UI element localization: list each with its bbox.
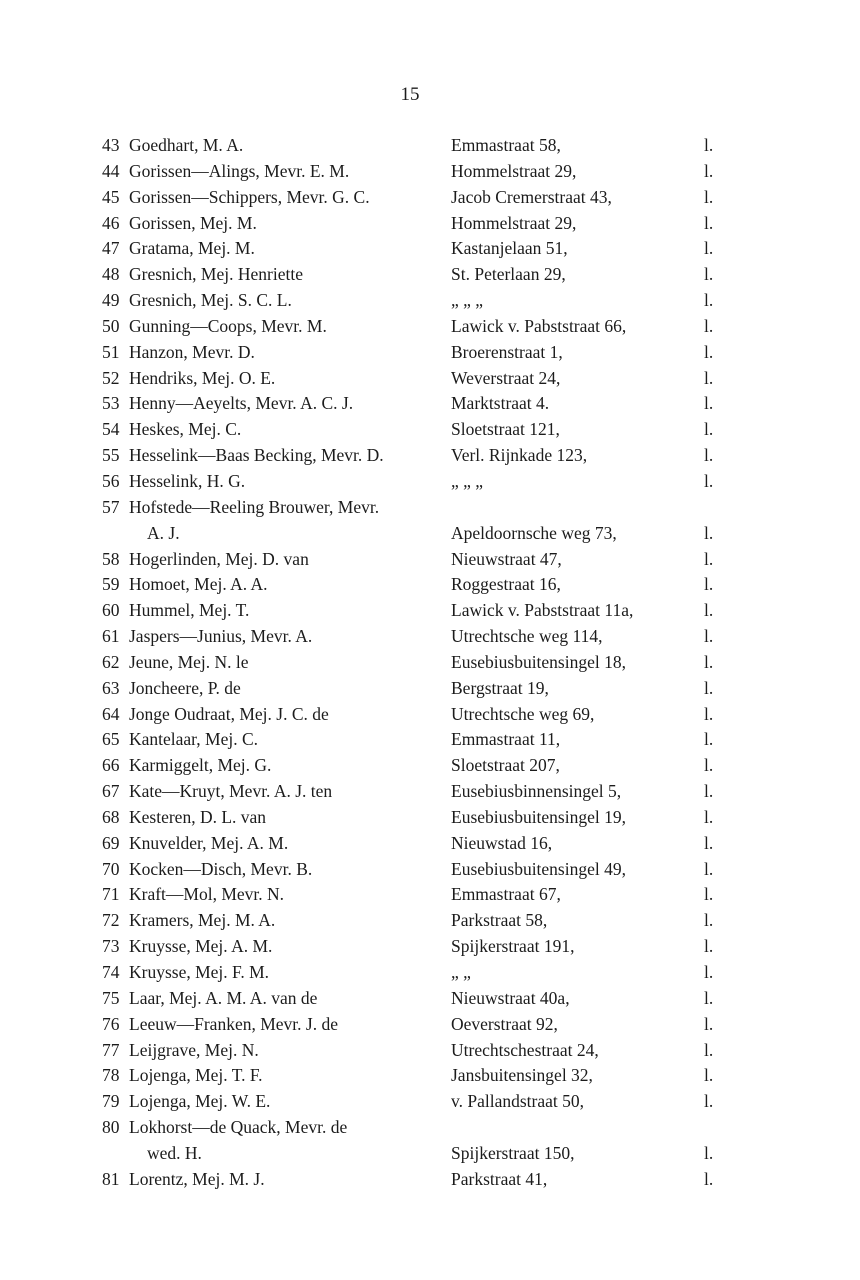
entry-name: Leeuw—Franken, Mevr. J. de — [129, 1013, 338, 1034]
entry-name: Gunning—Coops, Mevr. M. — [129, 315, 327, 336]
entry-name: Lojenga, Mej. W. E. — [129, 1091, 271, 1112]
entry-name: Jeune, Mej. N. le — [129, 651, 249, 672]
entry-address: Hommelstraat 29, — [451, 160, 577, 181]
entry-name: Kramers, Mej. M. A. — [129, 910, 276, 931]
list-item — [0, 624, 860, 650]
entry-name: Gorissen—Alings, Mevr. E. M. — [129, 160, 350, 181]
entry-number: 77 — [102, 1039, 120, 1060]
entry-number: 50 — [102, 315, 120, 336]
entry-number: 69 — [102, 832, 120, 853]
entry-address: „ „ — [451, 962, 471, 982]
list-item — [0, 779, 860, 805]
entry-address: Jacob Cremerstraat 43, — [451, 186, 612, 207]
entry-number: 52 — [102, 367, 120, 388]
entry-number: 45 — [102, 186, 120, 207]
entry-number: 49 — [102, 290, 120, 311]
list-item — [0, 908, 860, 934]
entry-address: Lawick v. Pabststraat 66, — [451, 315, 627, 336]
entry-address: Emmastraat 58, — [451, 135, 561, 155]
entry-number: 53 — [102, 393, 120, 414]
list-item — [0, 288, 860, 314]
list-item — [0, 1063, 860, 1089]
entry-name: Lokhorst—de Quack, Mevr. de — [129, 1117, 348, 1138]
entry-address: Verl. Rijnkade 123, — [451, 445, 588, 466]
entry-number: 62 — [102, 651, 120, 672]
entry-mark: l. — [704, 290, 714, 311]
entry-mark: l. — [704, 884, 714, 905]
entry-number: 57 — [102, 496, 120, 517]
entry-name-continuation: A. J. — [147, 522, 180, 543]
entry-number: 74 — [102, 962, 120, 982]
entry-mark: l. — [704, 160, 714, 181]
entry-mark: l. — [704, 548, 714, 569]
list-item — [0, 727, 860, 753]
entry-name: Heskes, Mej. C. — [129, 419, 242, 440]
entry-name: Hanzon, Mevr. D. — [129, 341, 255, 362]
entry-mark: l. — [704, 910, 714, 931]
entry-mark: l. — [704, 936, 714, 957]
entry-mark: l. — [704, 1013, 714, 1034]
entry-address: „ „ „ — [451, 290, 484, 311]
entry-name: Gratama, Mej. M. — [129, 238, 255, 259]
entry-name: Hogerlinden, Mej. D. van — [129, 548, 309, 569]
list-item — [0, 185, 860, 211]
list-item — [0, 469, 860, 495]
entry-address: Sloetstraat 207, — [451, 755, 560, 776]
entry-name: Hummel, Mej. T. — [129, 600, 250, 621]
entry-name: Knuvelder, Mej. A. M. — [129, 832, 289, 853]
list-item — [0, 1012, 860, 1038]
list-item — [0, 805, 860, 831]
entry-address: Parkstraat 58, — [451, 910, 548, 931]
entry-number: 76 — [102, 1013, 120, 1034]
entry-number: 80 — [102, 1117, 120, 1138]
entry-mark: l. — [704, 832, 714, 853]
entry-name: Joncheere, P. de — [129, 677, 241, 698]
entry-name: Lorentz, Mej. M. J. — [129, 1168, 265, 1189]
entry-name: Kocken—Disch, Mevr. B. — [129, 858, 313, 879]
entry-mark: l. — [704, 677, 714, 698]
entry-number: 60 — [102, 600, 120, 621]
entry-address: Eusebiusbuitensingel 19, — [451, 806, 626, 827]
entry-address: Parkstraat 41, — [451, 1168, 548, 1189]
entry-name: Goedhart, M. A. — [129, 135, 244, 155]
entry-number: 72 — [102, 910, 120, 931]
entry-number: 79 — [102, 1091, 120, 1112]
entry-mark: l. — [704, 419, 714, 440]
entry-mark: l. — [704, 1142, 714, 1163]
entry-number: 58 — [102, 548, 120, 569]
list-item — [0, 1089, 860, 1115]
list-item — [0, 702, 860, 728]
entry-mark: l. — [704, 315, 714, 336]
list-item — [0, 417, 860, 443]
entry-address: Marktstraat 4. — [451, 393, 550, 414]
list-item — [0, 211, 860, 237]
entry-mark: l. — [704, 806, 714, 827]
list-item — [0, 753, 860, 779]
entry-address: Nieuwstraat 40a, — [451, 987, 570, 1008]
entry-number: 51 — [102, 341, 120, 362]
list-item — [0, 1167, 860, 1193]
entry-mark: l. — [704, 755, 714, 776]
list-item — [0, 1038, 860, 1064]
entry-mark: l. — [704, 1091, 714, 1112]
entry-mark: l. — [704, 445, 714, 466]
entry-number: 47 — [102, 238, 120, 259]
entry-name: Gorissen—Schippers, Mevr. G. C. — [129, 186, 370, 207]
entry-number: 43 — [102, 135, 120, 155]
entry-address: Spijkerstraat 150, — [451, 1142, 575, 1163]
entry-number: 78 — [102, 1065, 120, 1086]
entry-mark: l. — [704, 574, 714, 595]
entry-address: Eusebiusbuitensingel 18, — [451, 651, 626, 672]
entry-mark: l. — [704, 962, 714, 982]
entry-number: 46 — [102, 212, 120, 233]
entry-number: 67 — [102, 781, 120, 802]
entry-mark: l. — [704, 858, 714, 879]
entry-mark: l. — [704, 781, 714, 802]
entry-address: Broerenstraat 1, — [451, 341, 563, 362]
list-item — [0, 340, 860, 366]
list-item — [0, 598, 860, 624]
entry-name: Kruysse, Mej. A. M. — [129, 936, 273, 957]
entry-mark: l. — [704, 393, 714, 414]
entry-number: 63 — [102, 677, 120, 698]
list-item — [0, 391, 860, 417]
entry-number: 56 — [102, 470, 120, 491]
entry-name: Gresnich, Mej. S. C. L. — [129, 290, 292, 311]
entry-name: Hesselink, H. G. — [129, 470, 246, 491]
entry-number: 59 — [102, 574, 120, 595]
entry-mark: l. — [704, 987, 714, 1008]
entry-name: Kruysse, Mej. F. M. — [129, 962, 270, 982]
entry-address: Nieuwstraat 47, — [451, 548, 562, 569]
entry-mark: l. — [704, 651, 714, 672]
list-item — [0, 960, 860, 986]
entry-mark: l. — [704, 1039, 714, 1060]
entry-address: Roggestraat 16, — [451, 574, 561, 595]
entry-name: Hesselink—Baas Becking, Mevr. D. — [129, 445, 384, 466]
entry-address: Utrechtsche weg 114, — [451, 626, 603, 647]
entry-number: 48 — [102, 264, 120, 285]
entry-mark: l. — [704, 367, 714, 388]
list-item — [0, 934, 860, 960]
entry-address: Nieuwstad 16, — [451, 832, 553, 853]
entry-address: Jansbuitensingel 32, — [451, 1065, 593, 1086]
entry-name: Lojenga, Mej. T. F. — [129, 1065, 263, 1086]
entry-mark: l. — [704, 600, 714, 621]
list-item — [0, 159, 860, 185]
entry-name: Hofstede—Reeling Brouwer, Mevr. — [129, 496, 380, 517]
entry-name-continuation: wed. H. — [147, 1142, 202, 1163]
entry-mark: l. — [704, 341, 714, 362]
entry-number: 64 — [102, 703, 120, 724]
entry-mark: l. — [704, 186, 714, 207]
list-item — [0, 831, 860, 857]
entry-address: St. Peterlaan 29, — [451, 264, 566, 285]
page-number: 15 — [400, 84, 420, 105]
entry-number: 44 — [102, 160, 120, 181]
entry-name: Gresnich, Mej. Henriette — [129, 264, 303, 285]
entry-name: Karmiggelt, Mej. G. — [129, 755, 272, 776]
entry-number: 81 — [102, 1168, 120, 1189]
entry-address: Kastanjelaan 51, — [451, 238, 568, 259]
entry-name: Jonge Oudraat, Mej. J. C. de — [129, 703, 329, 724]
entry-name: Gorissen, Mej. M. — [129, 212, 257, 233]
list-item — [0, 676, 860, 702]
entry-name: Kesteren, D. L. van — [129, 806, 267, 827]
entry-name: Leijgrave, Mej. N. — [129, 1039, 259, 1060]
entry-number: 70 — [102, 858, 120, 879]
list-item — [0, 882, 860, 908]
entry-mark: l. — [704, 238, 714, 259]
list-item — [0, 236, 860, 262]
entry-name: Henny—Aeyelts, Mevr. A. C. J. — [129, 393, 354, 414]
entry-mark: l. — [704, 470, 714, 491]
entry-address: Hommelstraat 29, — [451, 212, 577, 233]
entry-address: Eusebiusbuitensingel 49, — [451, 858, 626, 879]
entry-name: Kantelaar, Mej. C. — [129, 729, 259, 750]
entry-name: Kraft—Mol, Mevr. N. — [129, 884, 285, 905]
entry-name: Laar, Mej. A. M. A. van de — [129, 987, 318, 1008]
entry-address: „ „ „ — [451, 470, 484, 491]
entry-mark: l. — [704, 135, 714, 155]
entry-number: 71 — [102, 884, 120, 905]
entry-number: 54 — [102, 419, 120, 440]
entry-number: 66 — [102, 755, 120, 776]
list-item — [0, 650, 860, 676]
list-item — [0, 314, 860, 340]
list-item — [0, 262, 860, 288]
entry-address: Sloetstraat 121, — [451, 419, 560, 440]
entry-address: v. Pallandstraat 50, — [451, 1091, 585, 1112]
entry-address: Apeldoornsche weg 73, — [451, 522, 617, 543]
entry-mark: l. — [704, 264, 714, 285]
entry-mark: l. — [704, 729, 714, 750]
entry-number: 65 — [102, 729, 120, 750]
directory-list — [0, 133, 860, 1193]
entry-address: Utrechtschestraat 24, — [451, 1039, 599, 1060]
entry-number: 55 — [102, 445, 120, 466]
entry-mark: l. — [704, 1168, 714, 1189]
list-item — [0, 1115, 860, 1167]
entry-address: Spijkerstraat 191, — [451, 936, 575, 957]
list-item — [0, 443, 860, 469]
entry-name: Hendriks, Mej. O. E. — [129, 367, 276, 388]
entry-number: 75 — [102, 987, 120, 1008]
entry-address: Lawick v. Pabststraat 11a, — [451, 600, 634, 621]
entry-number: 68 — [102, 806, 120, 827]
entry-mark: l. — [704, 1065, 714, 1086]
list-item — [0, 495, 860, 547]
entry-mark: l. — [704, 703, 714, 724]
entry-address: Oeverstraat 92, — [451, 1013, 558, 1034]
entry-mark: l. — [704, 626, 714, 647]
entry-address: Eusebiusbinnensingel 5, — [451, 781, 622, 802]
entry-address: Utrechtsche weg 69, — [451, 703, 595, 724]
list-item — [0, 986, 860, 1012]
entry-address: Weverstraat 24, — [451, 367, 561, 388]
entry-name: Kate—Kruyt, Mevr. A. J. ten — [129, 781, 333, 802]
entry-name: Jaspers—Junius, Mevr. A. — [129, 626, 313, 647]
entry-mark: l. — [704, 212, 714, 233]
entry-number: 73 — [102, 936, 120, 957]
entry-address: Bergstraat 19, — [451, 677, 549, 698]
list-item — [0, 572, 860, 598]
entry-address: Emmastraat 11, — [451, 729, 561, 750]
list-item — [0, 857, 860, 883]
entry-mark: l. — [704, 522, 714, 543]
entry-number: 61 — [102, 626, 120, 647]
entry-address: Emmastraat 67, — [451, 884, 561, 905]
list-item — [0, 366, 860, 392]
list-item — [0, 133, 860, 159]
entry-name: Homoet, Mej. A. A. — [129, 574, 268, 595]
list-item — [0, 547, 860, 573]
